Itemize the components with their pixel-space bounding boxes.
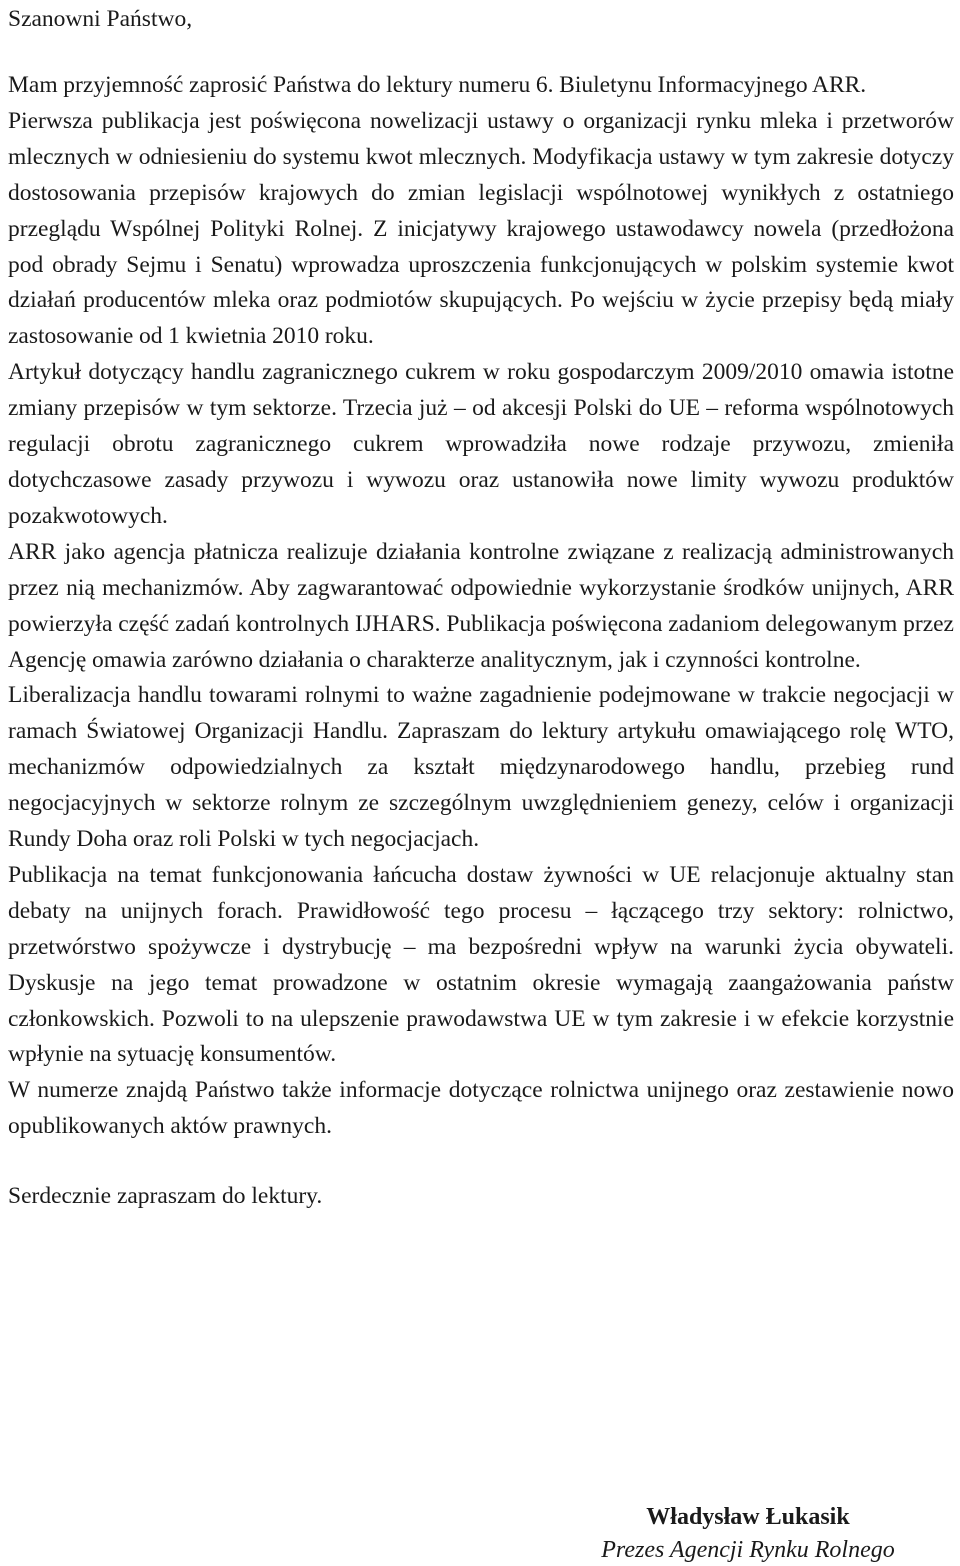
paragraph-issue-contents: W numerze znajdą Państwo także informacje dotyczące rolnictwa unijnego oraz zestawienie nowo opublikowanych aktów prawnych. [8,1077,954,1140]
signature-name: Władysław Łukasik [646,1504,850,1530]
letter-page [8,0,954,1214]
signature-title: Prezes Agencji Rynku Rolnego [601,1537,895,1563]
paragraph-controls: ARR jako agencja płatnicza realizuje działania kontrolne związane z realizacją administrowanych przez nią mechanizmów. Aby zagwarantować odpowiednie wykorzystanie środków unijnych, ARR powierzyła część zadań kontrolnych IJHARS. Publikacja poświęcona zadaniom delegowanym przez Agencję omawia zarówno działania o charakterze analitycznym, jak i czynności kontrolne. [8,538,954,673]
closing-line: Serdecznie zapraszam do lektury. [8,1183,323,1210]
paragraph-sugar-trade: Artykuł dotyczący handlu zagranicznego cukrem w roku gospodarczym 2009/2010 omawia istotne zmiany przepisów w tym sektorze. Trzecia już – od akcesji Polski do UE – reforma wspólnotowych regulacji obrotu zagranicznego cukrem wprowadziła nowe rodzaje przywozu, zmieniła dotychczasowe zasady przywozu i wywozu oraz ustanowiła nowe limity wywozu produktów pozakwotowych. [8,359,954,529]
paragraph-food-chain: Publikacja na temat funkcjonowania łańcucha dostaw żywności w UE relacjonuje aktualny stan debaty na unijnych forach. Prawidłowość tego procesu – łączącego trzy sektory: rolnictwo, przetwórstwo spożywcze i dystrybucję – ma bezpośredni wpływ na warunki życia obywateli. Dyskusje na jego temat prowadzone w ostatnim okresie wymagają zaangażowania państw członkowskich. Pozwoli to na ulepszenie prawodawstwa UE w tym zakresie i w efekcie korzystnie wpłynie na sytuację konsumentów. [8,861,954,1068]
paragraph-milk-quotas: Pierwsza publikacja jest poświęcona nowelizacji ustawy o organizacji rynku mleka i przetworów mlecznych w odniesieniu do systemu kwot mlecznych. Modyfikacja ustawy w tym zakresie dotyczy dostosowania przepisów krajowych do zmian legislacji wspólnotowej wynikłych z ostatniego przeglądu Wspólnej Polityki Rolnej. Z inicjatywy krajowego ustawodawcy nowela (przedłożona pod obrady Sejmu i Senatu) wprowadza uproszczenia funkcjonujących w polskim systemie kwot działań producentów mleka oraz podmiotów skupujących. Po wejściu w życie przepisy będą miały zastosowanie od 1 kwietnia 2010 roku. [8,107,954,350]
paragraph-invitation: Mam przyjemność zaprosić Państwa do lektury numeru 6. Biuletynu Informacyjnego ARR. [8,72,867,98]
letter-body [8,68,954,1145]
greeting: Szanowni Państwo, [8,6,193,32]
paragraph-wto: Liberalizacja handlu towarami rolnymi to ważne zagadnienie podejmowane w trakcie negocjacji w ramach Światowej Organizacji Handlu. Zapraszam do lektury artykułu omawiającego rolę WTO, mechanizmów odpowiedzialnych za kształt międzynarodowego handlu, przebieg rund negocjacyjnych w sektorze rolnym ze szczególnym uwzględnieniem genezy, celów i organizacji Rundy Doha oraz roli Polski w tych negocjacjach. [8,682,954,853]
